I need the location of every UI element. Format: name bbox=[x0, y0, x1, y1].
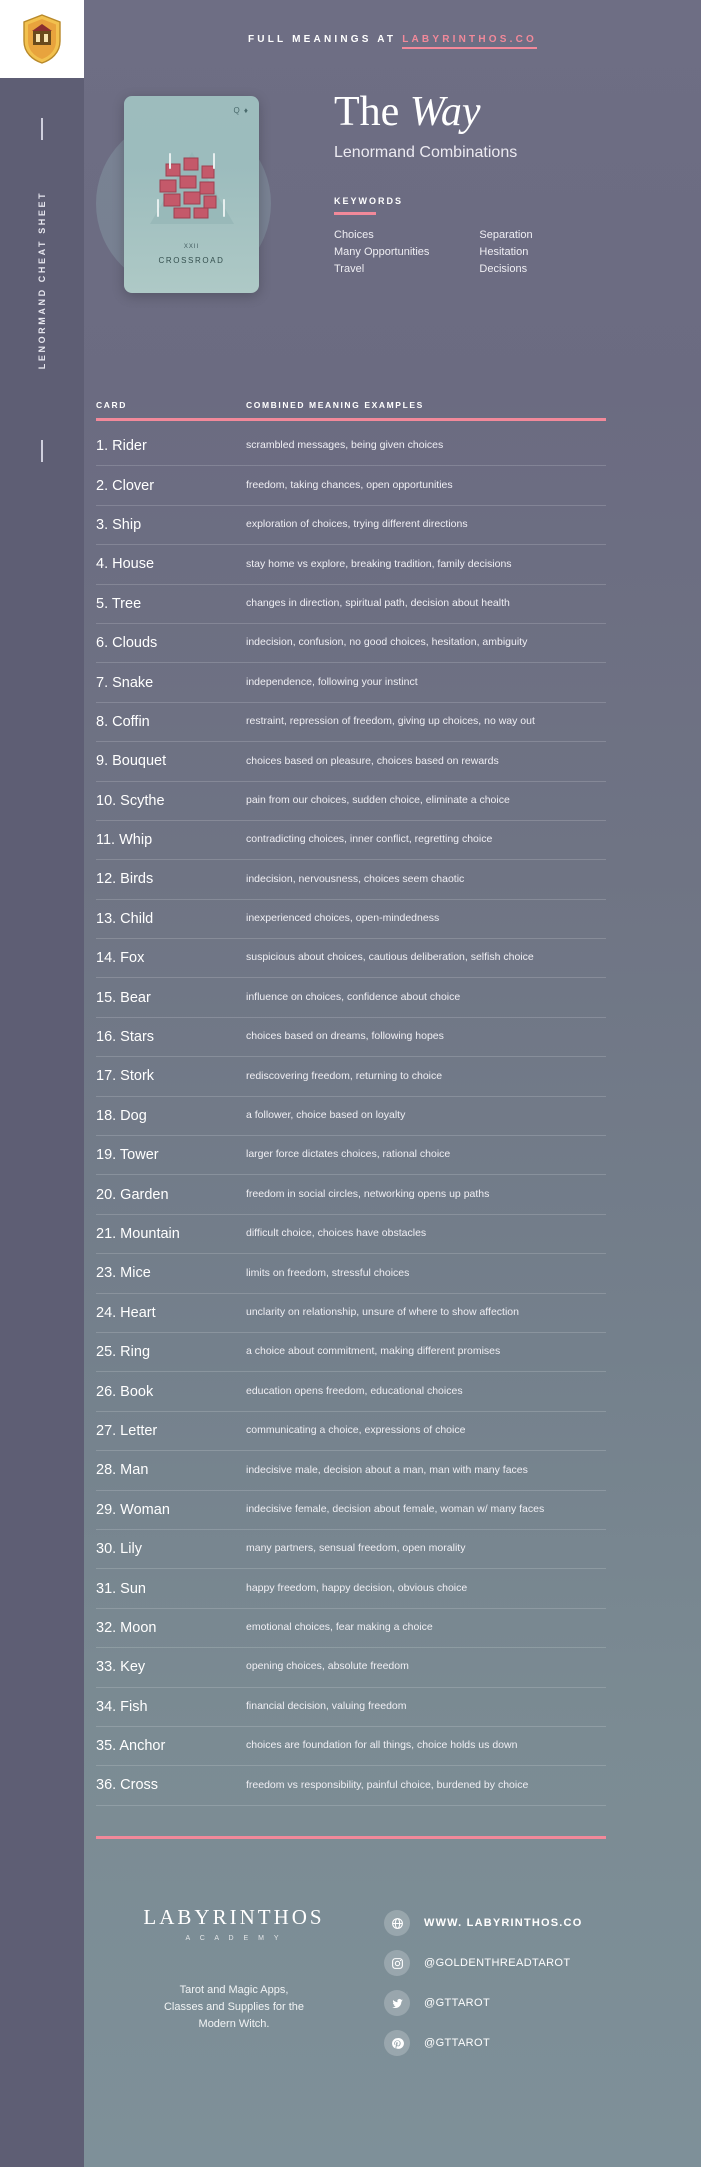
keyword-item: Separation bbox=[479, 229, 533, 242]
table-cell-card: 26. Book bbox=[96, 1383, 154, 1400]
table-cell-card: 35. Anchor bbox=[96, 1738, 166, 1755]
social-link[interactable] bbox=[384, 1983, 684, 2023]
rail-dash-bottom bbox=[41, 440, 43, 462]
table-row bbox=[96, 1491, 606, 1530]
page-title bbox=[334, 90, 674, 134]
left-rail bbox=[0, 0, 84, 2167]
footer-tagline-line: Tarot and Magic Apps, bbox=[179, 1984, 289, 1996]
table-cell-card: 2. Clover bbox=[96, 477, 155, 494]
keywords-column-1 bbox=[334, 227, 429, 278]
table-cell-meaning: choices based on dreams, following hopes bbox=[246, 1030, 444, 1043]
table-cell-meaning: indecision, nervousness, choices seem chaotic bbox=[246, 872, 465, 885]
table-cell-card: 5. Tree bbox=[96, 595, 142, 612]
table-row bbox=[96, 1530, 606, 1569]
table-row bbox=[96, 663, 606, 702]
table-row bbox=[96, 1569, 606, 1608]
lenormand-card bbox=[124, 96, 259, 293]
social-link[interactable] bbox=[384, 2023, 684, 2063]
topbar-prefix: FULL MEANINGS AT bbox=[247, 33, 403, 45]
table-cell-card: 28. Man bbox=[96, 1462, 149, 1479]
table-cell-meaning: indecisive female, decision about female, woman w/ many faces bbox=[246, 1502, 545, 1515]
table-cell-meaning: choices based on pleasure, choices based on rewards bbox=[246, 754, 499, 767]
table-row bbox=[96, 1727, 606, 1766]
table-row bbox=[96, 1136, 606, 1175]
footer-brand-name: LABYRINTHOS bbox=[143, 1905, 325, 1929]
table-row bbox=[96, 506, 606, 545]
table-cell-meaning: changes in direction, spiritual path, decision about health bbox=[246, 596, 510, 609]
table-row bbox=[96, 585, 606, 624]
table-cell-meaning: opening choices, absolute freedom bbox=[246, 1660, 409, 1673]
table-cell-card: 11. Whip bbox=[96, 832, 153, 849]
table-cell-card: 13. Child bbox=[96, 910, 154, 927]
table-row bbox=[96, 900, 606, 939]
table-cell-card: 34. Fish bbox=[96, 1698, 148, 1715]
table-cell-meaning: larger force dictates choices, rational choice bbox=[246, 1148, 451, 1161]
table-cell-meaning: indecisive male, decision about a man, man with many faces bbox=[246, 1463, 528, 1476]
table-row bbox=[96, 1254, 606, 1293]
table-row bbox=[96, 703, 606, 742]
footer-social-list bbox=[384, 1903, 684, 2063]
pinterest-icon bbox=[384, 2030, 410, 2056]
table-cell-card: 3. Ship bbox=[96, 516, 142, 533]
table-header-card: CARD bbox=[96, 400, 127, 410]
table-cell-card: 36. Cross bbox=[96, 1777, 159, 1794]
table-cell-meaning: choices are foundation for all things, choice holds us down bbox=[246, 1739, 518, 1752]
table-cell-meaning: restraint, repression of freedom, giving up choices, no way out bbox=[246, 715, 535, 728]
table-cell-meaning: unclarity on relationship, unsure of where to show affection bbox=[246, 1305, 519, 1318]
table-cell-meaning: rediscovering freedom, returning to choice bbox=[246, 1069, 443, 1082]
table-cell-meaning: communicating a choice, expressions of choice bbox=[246, 1424, 466, 1437]
table-row bbox=[96, 545, 606, 584]
table-cell-card: 24. Heart bbox=[96, 1304, 156, 1321]
table-cell-card: 9. Bouquet bbox=[96, 753, 167, 770]
keyword-item: Choices bbox=[334, 229, 374, 242]
table-row bbox=[96, 821, 606, 860]
keywords-columns bbox=[334, 227, 674, 278]
table-row bbox=[96, 1018, 606, 1057]
table-cell-card: 20. Garden bbox=[96, 1186, 169, 1203]
crossroad-card-art bbox=[144, 138, 240, 230]
table-cell-card: 32. Moon bbox=[96, 1619, 157, 1636]
table-row bbox=[96, 1766, 606, 1805]
table-header-rule bbox=[96, 418, 606, 421]
table-cell-meaning: contradicting choices, inner conflict, regretting choice bbox=[246, 833, 493, 846]
table-row bbox=[96, 466, 606, 505]
table-row bbox=[96, 1333, 606, 1372]
table-cell-card: 14. Fox bbox=[96, 950, 145, 967]
table-cell-meaning: a choice about commitment, making different promises bbox=[246, 1345, 501, 1358]
social-link[interactable] bbox=[384, 1943, 684, 1983]
table-cell-meaning: influence on choices, confidence about choice bbox=[246, 990, 461, 1003]
table-cell-card: 12. Birds bbox=[96, 871, 154, 888]
keyword-item: Decisions bbox=[479, 263, 528, 276]
table-cell-card: 7. Snake bbox=[96, 674, 154, 691]
labyrinthos-crest-logo-svg bbox=[20, 13, 64, 65]
table-row bbox=[96, 1372, 606, 1411]
topbar-text bbox=[248, 34, 537, 45]
table-cell-meaning: financial decision, valuing freedom bbox=[246, 1699, 407, 1712]
table-row bbox=[96, 742, 606, 781]
table-row bbox=[96, 1609, 606, 1648]
table-cell-card: 6. Clouds bbox=[96, 635, 158, 652]
page-title-plain: The bbox=[334, 89, 410, 135]
keywords-column-2 bbox=[479, 227, 532, 278]
labyrinthos-crest-logo bbox=[0, 0, 84, 78]
table-cell-card: 4. House bbox=[96, 556, 155, 573]
table-cell-card: 25. Ring bbox=[96, 1344, 151, 1361]
table-cell-meaning: indecision, confusion, no good choices, hesitation, ambiguity bbox=[246, 636, 528, 649]
instagram-icon bbox=[384, 1950, 410, 1976]
keywords-rule bbox=[334, 212, 376, 215]
keyword-item: Travel bbox=[334, 263, 365, 276]
table-header-meaning: COMBINED MEANING EXAMPLES bbox=[246, 400, 424, 410]
table-cell-meaning: emotional choices, fear making a choice bbox=[246, 1621, 433, 1634]
table-cell-card: 30. Lily bbox=[96, 1541, 142, 1558]
table-cell-meaning: scrambled messages, being given choices bbox=[246, 439, 444, 452]
table-cell-card: 23. Mice bbox=[96, 1265, 151, 1282]
page-subtitle: Lenormand Combinations bbox=[334, 144, 518, 162]
footer bbox=[84, 1855, 701, 2167]
social-label: @GTTAROT bbox=[424, 1997, 491, 2009]
table-row bbox=[96, 782, 606, 821]
table-row bbox=[96, 1648, 606, 1687]
table-cell-card: 16. Stars bbox=[96, 1029, 155, 1046]
table-row bbox=[96, 1175, 606, 1214]
table-cell-card: 33. Key bbox=[96, 1659, 146, 1676]
table-cell-card: 19. Tower bbox=[96, 1147, 159, 1164]
table-row bbox=[96, 939, 606, 978]
twitter-icon bbox=[384, 1990, 410, 2016]
table-cell-card: 29. Woman bbox=[96, 1501, 170, 1518]
table-cell-meaning: happy freedom, happy decision, obvious choice bbox=[246, 1581, 468, 1594]
footer-tagline-line: Classes and Supplies for the bbox=[163, 2001, 305, 2014]
rail-dash-top bbox=[41, 118, 43, 140]
table-cell-meaning: many partners, sensual freedom, open morality bbox=[246, 1542, 466, 1555]
table-header-row bbox=[96, 400, 606, 418]
table-cell-meaning: limits on freedom, stressful choices bbox=[246, 1266, 410, 1279]
footer-brand-block bbox=[84, 1905, 384, 2033]
table-row bbox=[96, 1215, 606, 1254]
footer-tagline-line: Modern Witch. bbox=[198, 2018, 270, 2031]
social-label: WWW. LABYRINTHOS.CO bbox=[424, 1917, 583, 1929]
table-row bbox=[96, 1057, 606, 1096]
table-cell-meaning: education opens freedom, educational choices bbox=[246, 1384, 463, 1397]
table-cell-card: 27. Letter bbox=[96, 1422, 158, 1439]
table-cell-card: 31. Sun bbox=[96, 1580, 146, 1597]
topbar bbox=[84, 0, 701, 78]
table-row bbox=[96, 860, 606, 899]
table-cell-card: 17. Stork bbox=[96, 1068, 155, 1085]
combinations-table bbox=[96, 400, 606, 1839]
table-cell-meaning: suspicious about choices, cautious deliberation, selfish choice bbox=[246, 951, 534, 964]
hero-section bbox=[84, 78, 701, 378]
table-row bbox=[96, 624, 606, 663]
keyword-item: Hesitation bbox=[479, 246, 529, 259]
table-cell-meaning: freedom vs responsibility, painful choice, burdened by choice bbox=[246, 1778, 529, 1791]
table-cell-meaning: inexperienced choices, open-mindedness bbox=[246, 912, 440, 925]
page-title-italic: Way bbox=[409, 89, 481, 135]
table-cell-card: 8. Coffin bbox=[96, 713, 150, 730]
topbar-brand-link[interactable]: LABYRINTHOS.CO bbox=[402, 34, 537, 49]
social-label: @GTTAROT bbox=[424, 2037, 491, 2049]
table-row bbox=[96, 978, 606, 1017]
rail-label-wrap bbox=[0, 150, 84, 410]
hero-text-block bbox=[334, 90, 674, 278]
table-cell-card: 1. Rider bbox=[96, 438, 147, 455]
card-pip: Q ♦ bbox=[233, 106, 249, 115]
table-cell-meaning: independence, following your instinct bbox=[246, 675, 418, 688]
table-row bbox=[96, 427, 606, 466]
table-row bbox=[96, 1451, 606, 1490]
social-label: @GOLDENTHREADTAROT bbox=[424, 1957, 571, 1969]
keywords-heading: KEYWORDS bbox=[334, 196, 404, 207]
globe-icon bbox=[384, 1910, 410, 1936]
table-cell-meaning: exploration of choices, trying different directions bbox=[246, 518, 468, 531]
table-cell-meaning: pain from our choices, sudden choice, eliminate a choice bbox=[246, 793, 510, 806]
table-row bbox=[96, 1688, 606, 1727]
table-cell-card: 15. Bear bbox=[96, 989, 151, 1006]
table-cell-meaning: difficult choice, choices have obstacles bbox=[246, 1227, 427, 1240]
keyword-item: Many Opportunities bbox=[334, 246, 430, 259]
card-name: CROSSROAD bbox=[158, 256, 225, 265]
table-row bbox=[96, 1294, 606, 1333]
rail-label: LENORMAND CHEAT SHEET bbox=[37, 190, 47, 370]
table-body bbox=[96, 427, 606, 1806]
table-cell-meaning: freedom in social circles, networking opens up paths bbox=[246, 1187, 490, 1200]
table-cell-meaning: a follower, choice based on loyalty bbox=[246, 1109, 406, 1122]
card-number: XXII bbox=[183, 244, 200, 250]
footer-brand-sub: A C A D E M Y bbox=[185, 1935, 283, 1942]
table-row bbox=[96, 1097, 606, 1136]
table-cell-card: 21. Mountain bbox=[96, 1226, 180, 1242]
social-link[interactable] bbox=[384, 1903, 684, 1943]
footer-tagline bbox=[84, 1982, 384, 2033]
table-bottom-rule bbox=[96, 1836, 606, 1839]
table-cell-meaning: freedom, taking chances, open opportunities bbox=[246, 478, 453, 491]
table-row bbox=[96, 1412, 606, 1451]
table-cell-card: 10. Scythe bbox=[96, 792, 165, 809]
table-cell-meaning: stay home vs explore, breaking tradition, family decisions bbox=[246, 557, 512, 570]
table-cell-card: 18. Dog bbox=[96, 1107, 147, 1124]
